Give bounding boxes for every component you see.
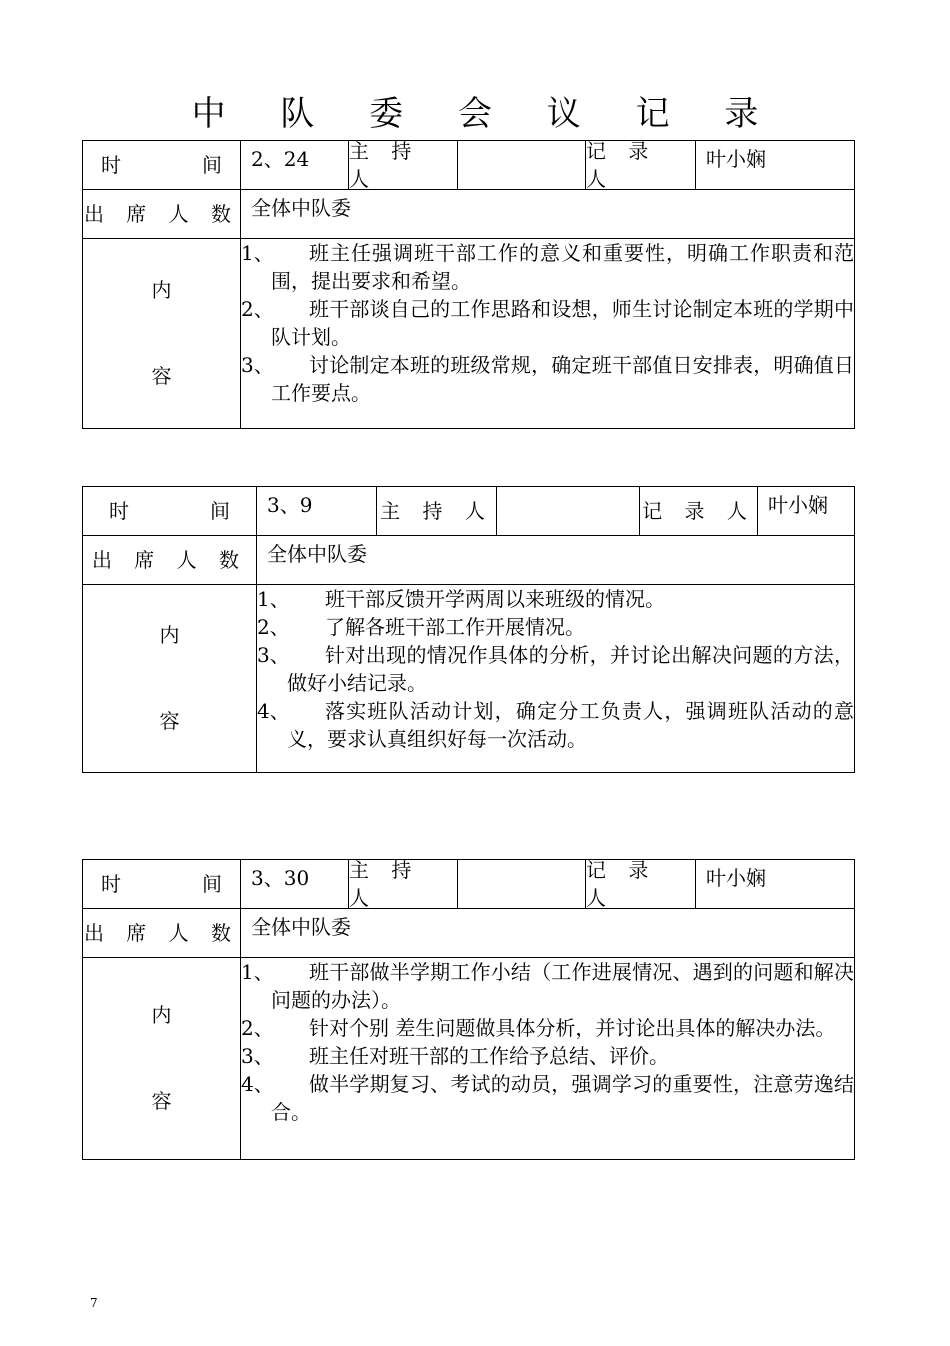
page-number: 7 xyxy=(90,1296,98,1310)
time-label-b: 间 xyxy=(202,153,222,177)
list-item-text: 班干部做半学期工作小结（工作进展情况、遇到的问题和解决问题的办法）。 xyxy=(271,960,854,1012)
content-label-a: 内 xyxy=(159,623,180,647)
list-item-number: 3、 xyxy=(241,1044,274,1068)
list-item xyxy=(257,641,854,697)
list-item-text: 班干部反馈开学两周以来班级的情况。 xyxy=(325,587,665,611)
recorder-label: 记 录 人 xyxy=(586,141,696,190)
time-label-b: 间 xyxy=(210,499,230,523)
list-item-number: 4、 xyxy=(241,1072,274,1096)
list-item-number: 1、 xyxy=(241,960,274,984)
list-item-number: 2、 xyxy=(241,1016,274,1040)
list-item xyxy=(257,613,854,641)
list-item xyxy=(241,295,854,351)
list-item xyxy=(241,239,854,295)
list-item xyxy=(241,958,854,1014)
list-item-text: 班主任强调班干部工作的意义和重要性，明确工作职责和范围，提出要求和希望。 xyxy=(271,241,854,293)
list-item xyxy=(241,1014,854,1042)
list-item xyxy=(241,1042,854,1070)
content-label xyxy=(83,958,241,1160)
host-value xyxy=(458,141,586,190)
recorder-value: 叶小娴 xyxy=(758,487,855,536)
list-item-text: 了解各班干部工作开展情况。 xyxy=(325,615,585,639)
list-item-number: 2、 xyxy=(241,297,274,321)
attendance-value: 全体中队委 xyxy=(241,909,855,958)
content-label xyxy=(83,239,241,429)
attendance-label: 出 席 人 数 xyxy=(83,909,241,958)
attendance-value: 全体中队委 xyxy=(257,536,855,585)
attendance-label: 出 席 人 数 xyxy=(83,190,241,239)
content-list xyxy=(257,585,855,773)
list-item-text: 落实班队活动计划，确定分工负责人，强调班队活动的意义，要求认真组织好每一次活动。 xyxy=(287,699,854,751)
content-list xyxy=(241,239,855,429)
list-item-number: 3、 xyxy=(241,353,274,377)
recorder-label: 记 录 人 xyxy=(586,860,696,909)
time-value: 3、30 xyxy=(241,860,349,909)
list-item-number: 1、 xyxy=(241,241,274,265)
meeting-record-table-2 xyxy=(82,486,855,773)
list-item-number: 4、 xyxy=(257,699,290,723)
host-value xyxy=(458,860,586,909)
content-list xyxy=(241,958,855,1160)
content-label-b: 容 xyxy=(151,364,172,388)
time-value: 3、9 xyxy=(257,487,377,536)
list-item-text: 针对个别 差生问题做具体分析，并讨论出具体的解决办法。 xyxy=(309,1016,836,1040)
content-label-a: 内 xyxy=(151,1003,172,1027)
meeting-record-table-3 xyxy=(82,859,855,1160)
list-item-text: 做半学期复习、考试的动员，强调学习的重要性，注意劳逸结合。 xyxy=(271,1072,854,1124)
content-label-b: 容 xyxy=(151,1089,172,1113)
list-item-text: 班主任对班干部的工作给予总结、评价。 xyxy=(309,1044,669,1068)
time-label-a: 时 xyxy=(109,499,129,523)
time-label-a: 时 xyxy=(101,153,121,177)
time-label-b: 间 xyxy=(202,872,222,896)
attendance-label: 出 席 人 数 xyxy=(83,536,257,585)
list-item-number: 2、 xyxy=(257,615,290,639)
time-label-a: 时 xyxy=(101,872,121,896)
list-item-text: 讨论制定本班的班级常规，确定班干部值日安排表，明确值日工作要点。 xyxy=(271,353,854,405)
time-label-cell xyxy=(83,141,241,190)
host-label: 主 持 人 xyxy=(349,141,458,190)
content-label-b: 容 xyxy=(159,709,180,733)
content-label xyxy=(83,585,257,773)
content-label-a: 内 xyxy=(151,278,172,302)
list-item-text: 针对出现的情况作具体的分析，并讨论出解决问题的方法，做好小结记录。 xyxy=(287,643,854,695)
list-item xyxy=(257,697,854,753)
host-label: 主 持 人 xyxy=(377,487,497,536)
attendance-value: 全体中队委 xyxy=(241,190,855,239)
time-label-cell xyxy=(83,860,241,909)
meeting-record-table-1 xyxy=(82,140,855,429)
list-item-number: 3、 xyxy=(257,643,290,667)
list-item xyxy=(257,585,854,613)
host-value xyxy=(497,487,640,536)
list-item xyxy=(241,351,854,407)
list-item xyxy=(241,1070,854,1126)
list-item-text: 班干部谈自己的工作思路和设想，师生讨论制定本班的学期中队计划。 xyxy=(271,297,854,349)
time-value: 2、24 xyxy=(241,141,349,190)
list-item-number: 1、 xyxy=(257,587,290,611)
recorder-label: 记 录 人 xyxy=(640,487,758,536)
recorder-value: 叶小娴 xyxy=(696,860,855,909)
page-title: 中 队 委 会 议 记 录 xyxy=(191,94,781,134)
host-label: 主 持 人 xyxy=(349,860,458,909)
time-label-cell xyxy=(83,487,257,536)
recorder-value: 叶小娴 xyxy=(696,141,855,190)
